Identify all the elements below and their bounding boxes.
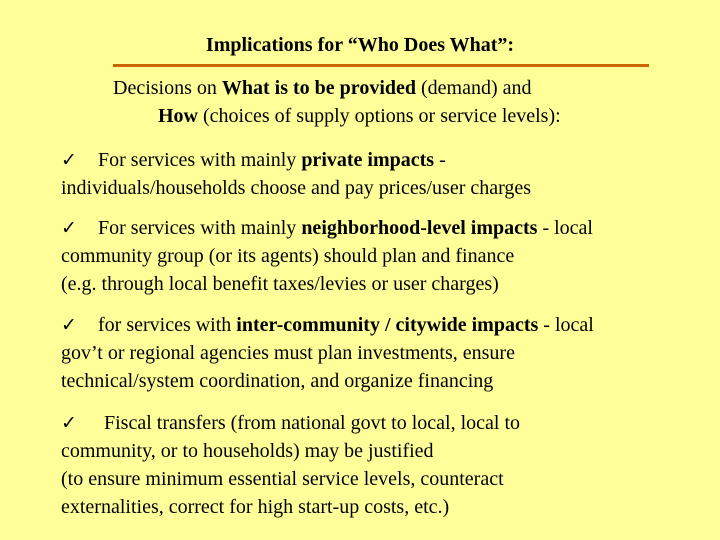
intro-emphasis-what: What is to be provided [221,77,416,99]
intro-text [113,74,713,130]
bullet-line: individuals/households choose and pay prices/user charges [61,177,532,199]
bullet-line: community group (or its agents) should plan and finance [61,245,515,267]
check-icon: ✓ [61,217,77,239]
check-icon: ✓ [61,149,77,171]
intro-emphasis-how: How [158,105,198,127]
bullet-line: gov’t or regional agencies must plan investments, ensure [61,342,515,364]
bullet-line [61,214,711,242]
bullet-neighborhood-impacts [61,214,711,298]
check-icon: ✓ [61,412,77,434]
bullet-text: Fiscal transfers (from national govt to local, local to [104,412,520,434]
title-underline [113,64,649,67]
intro-line-2 [113,102,713,130]
bullet-line: (to ensure minimum essential service levels, counteract [61,468,504,490]
bullet-line [61,146,711,174]
bullet-text: For services with mainly [98,149,302,171]
intro-text-a: Decisions on [113,77,222,99]
bullet-line: (e.g. through local benefit taxes/levies or user charges) [61,273,499,295]
bullet-line: externalities, correct for high start-up costs, etc.) [61,496,450,518]
bullet-text: - local [538,314,594,336]
bullet-text: for services with [98,314,237,336]
bullet-text: For services with mainly [98,217,302,239]
bullet-fiscal-transfers [61,409,711,521]
intro-text-d: (choices of supply options or service levels): [198,105,561,127]
bullet-emphasis: private impacts [301,149,435,171]
bullet-emphasis: inter-community / citywide impacts [236,314,539,336]
bullet-text: - local [537,217,593,239]
intro-text-c: (demand) and [416,77,532,99]
bullet-private-impacts [61,146,711,202]
bullet-line [61,311,711,339]
bullet-text: - [434,149,446,171]
bullet-citywide-impacts [61,311,711,395]
check-icon: ✓ [61,314,77,336]
intro-line-1 [113,74,713,102]
bullet-emphasis: neighborhood-level impacts [301,217,538,239]
bullet-line: community, or to households) may be justified [61,440,434,462]
bullet-line [61,409,711,437]
bullet-line: technical/system coordination, and organize financing [61,370,494,392]
slide-title: Implications for “Who Does What”: [205,34,515,56]
